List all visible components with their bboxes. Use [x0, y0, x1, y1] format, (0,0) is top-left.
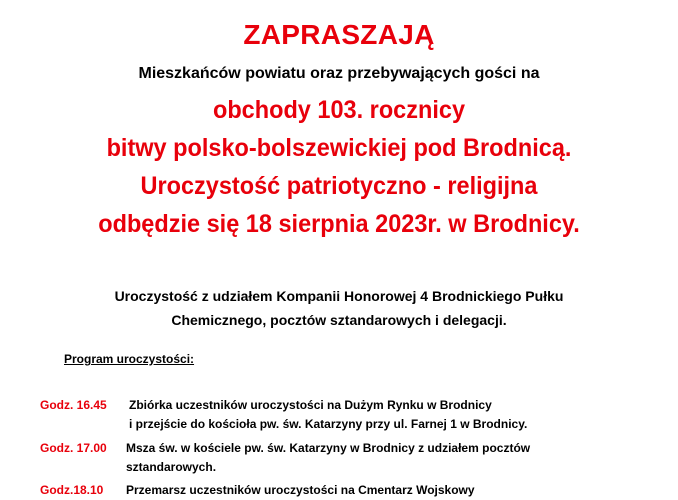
program-title: Program uroczystości: [64, 352, 195, 366]
page-title: ZAPRASZAJĄ [243, 19, 435, 50]
program-item-description: Przemarsz uczestników uroczystości na Cmentarz Wojskowy [126, 483, 475, 497]
headline-line-3: Uroczystość patriotyczno - religijna [140, 172, 538, 200]
headline-line-4: odbędzie się 18 sierpnia 2023r. w Brodnicy. [98, 210, 580, 238]
program-item-time: Godz.18.10 [40, 483, 104, 497]
program-item [40, 482, 475, 498]
info-line-2: Chemicznego, pocztów sztandarowych i delegacji. [171, 312, 507, 328]
program-item-description: Zbiórka uczestników uroczystości na Dużym Rynku w Brodnicy [129, 398, 492, 412]
headline-line-1: obchody 103. rocznicy [212, 96, 466, 124]
program-item-description-continued: i przejście do kościoła pw. św. Katarzyny przy ul. Farnej 1 w Brodnicy. [129, 417, 528, 431]
program-item-description: Msza św. w kościele pw. św. Katarzyny w Brodnicy z udziałem pocztów [126, 441, 531, 455]
info-line-1: Uroczystość z udziałem Kompanii Honorowej 4 Brodnickiego Pułku [114, 288, 564, 304]
program-item [40, 440, 531, 456]
program-item-time: Godz. 16.45 [40, 398, 107, 412]
headline-line-2: bitwy polsko-bolszewickiej pod Brodnicą. [106, 134, 572, 162]
program-item-description-continued: sztandarowych. [126, 460, 217, 474]
intro-text: Mieszkańców powiatu oraz przebywających gości na [138, 65, 540, 82]
program-item-time: Godz. 17.00 [40, 441, 107, 455]
program-item [40, 397, 492, 413]
